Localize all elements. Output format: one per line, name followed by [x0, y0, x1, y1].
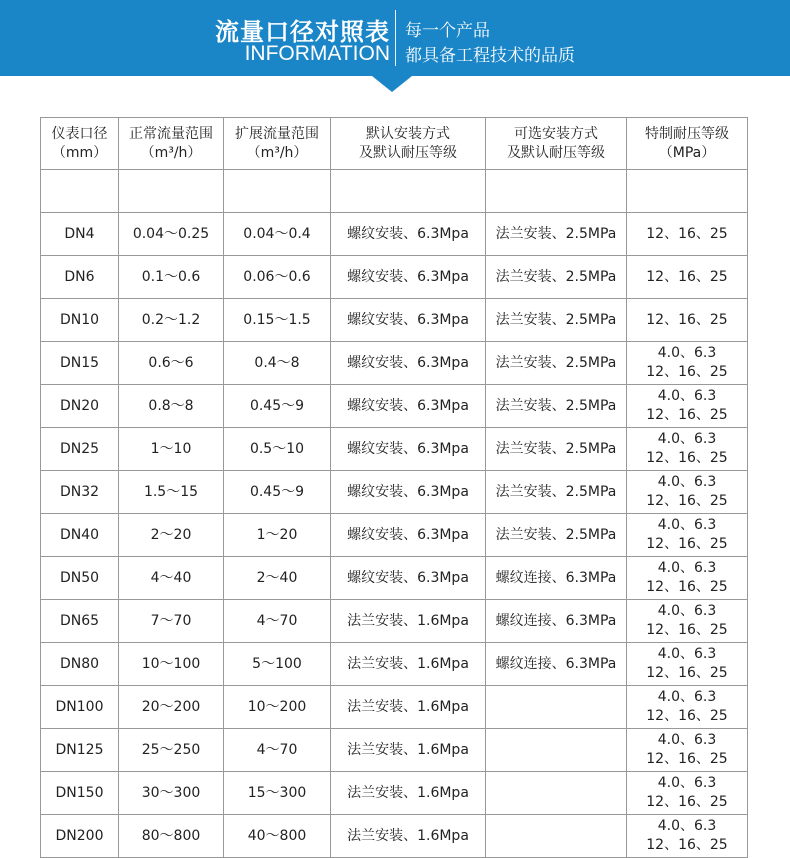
- cell-default-install: 螺纹安装、6.3Mpa: [331, 514, 486, 557]
- cell-optional-install: 法兰安装、2.5MPa: [486, 385, 627, 428]
- cell-optional-install: 法兰安装、2.5MPa: [486, 256, 627, 299]
- cell-extended-flow: 0.06～0.6: [224, 256, 331, 299]
- table-row: [41, 643, 748, 686]
- cell-default-install: 螺纹安装、6.3Mpa: [331, 428, 486, 471]
- cell-caliber: DN25: [41, 428, 119, 471]
- table-spacer-row: [41, 170, 748, 213]
- pressure-line: 12、16、25: [646, 311, 728, 328]
- pressure-line: 12、16、25: [646, 493, 728, 509]
- pressure-line: 4.0、6.3: [657, 345, 717, 361]
- cell-special-pressure: [627, 299, 748, 342]
- cell-default-install: 法兰安装、1.6Mpa: [331, 815, 486, 858]
- cell-normal-flow: 25～250: [119, 729, 224, 772]
- cell-special-pressure: [627, 471, 748, 514]
- cell-caliber: DN100: [41, 686, 119, 729]
- cell-default-install: 法兰安装、1.6Mpa: [331, 772, 486, 815]
- pressure-line: 12、16、25: [646, 622, 728, 638]
- table-row: [41, 514, 748, 557]
- banner-divider: [395, 10, 396, 66]
- header-default-install: [331, 118, 486, 170]
- pressure-line: 12、16、25: [646, 794, 728, 810]
- cell-default-install: 螺纹安装、6.3Mpa: [331, 299, 486, 342]
- pressure-line: 4.0、6.3: [657, 646, 717, 662]
- table-header-row: [41, 118, 748, 170]
- cell-optional-install: 法兰安装、2.5MPa: [486, 213, 627, 256]
- pressure-line: 4.0、6.3: [657, 818, 717, 834]
- cell-default-install: 螺纹安装、6.3Mpa: [331, 213, 486, 256]
- pressure-line: 4.0、6.3: [657, 732, 717, 748]
- cell-extended-flow: 4～70: [224, 729, 331, 772]
- header-line: （m³/h）: [140, 144, 202, 161]
- pressure-line: 12、16、25: [646, 407, 728, 423]
- header-extended-flow: [224, 118, 331, 170]
- table-row: [41, 213, 748, 256]
- cell-caliber: DN10: [41, 299, 119, 342]
- table-row: [41, 815, 748, 858]
- cell-default-install: 法兰安装、1.6Mpa: [331, 686, 486, 729]
- flow-caliber-table: [40, 117, 748, 858]
- cell-caliber: DN65: [41, 600, 119, 643]
- table-row: [41, 686, 748, 729]
- cell-normal-flow: 0.1～0.6: [119, 256, 224, 299]
- cell-optional-install: [486, 815, 627, 858]
- cell-extended-flow: 0.04～0.4: [224, 213, 331, 256]
- cell-special-pressure: [627, 815, 748, 858]
- cell-extended-flow: 5～100: [224, 643, 331, 686]
- cell-normal-flow: 80～800: [119, 815, 224, 858]
- cell-normal-flow: 1～10: [119, 428, 224, 471]
- cell-normal-flow: 0.2～1.2: [119, 299, 224, 342]
- cell-normal-flow: 4～40: [119, 557, 224, 600]
- pressure-line: 4.0、6.3: [657, 474, 717, 490]
- header-line: 扩展流量范围: [235, 125, 319, 142]
- cell-optional-install: 螺纹连接、6.3MPa: [486, 643, 627, 686]
- header-line: （MPa）: [658, 144, 716, 161]
- pressure-line: 12、16、25: [646, 708, 728, 724]
- cell-extended-flow: 1～20: [224, 514, 331, 557]
- cell-extended-flow: 40～800: [224, 815, 331, 858]
- cell-extended-flow: 2～40: [224, 557, 331, 600]
- cell-optional-install: 法兰安装、2.5MPa: [486, 342, 627, 385]
- header-line: 及默认耐压等级: [507, 144, 605, 161]
- cell-normal-flow: 1.5～15: [119, 471, 224, 514]
- cell-extended-flow: 4～70: [224, 600, 331, 643]
- cell-caliber: DN6: [41, 256, 119, 299]
- cell-caliber: DN125: [41, 729, 119, 772]
- banner-slogan-line1: 每一个产品: [405, 21, 490, 41]
- table-row: [41, 557, 748, 600]
- table-header: [41, 118, 748, 170]
- cell-normal-flow: 0.8～8: [119, 385, 224, 428]
- cell-special-pressure: [627, 772, 748, 815]
- cell-normal-flow: 0.6～6: [119, 342, 224, 385]
- cell-extended-flow: 0.45～9: [224, 385, 331, 428]
- pressure-line: 12、16、25: [646, 536, 728, 552]
- cell-optional-install: 螺纹连接、6.3MPa: [486, 600, 627, 643]
- cell-caliber: DN20: [41, 385, 119, 428]
- cell-caliber: DN80: [41, 643, 119, 686]
- cell-caliber: DN50: [41, 557, 119, 600]
- cell-special-pressure: [627, 686, 748, 729]
- table-row: [41, 729, 748, 772]
- cell-optional-install: [486, 729, 627, 772]
- pressure-line: 12、16、25: [646, 225, 728, 242]
- cell-normal-flow: 7～70: [119, 600, 224, 643]
- header-line: 仪表口径: [51, 125, 108, 142]
- cell-caliber: DN4: [41, 213, 119, 256]
- pressure-line: 4.0、6.3: [657, 517, 717, 533]
- cell-extended-flow: 0.5～10: [224, 428, 331, 471]
- cell-special-pressure: [627, 342, 748, 385]
- cell-extended-flow: 10～200: [224, 686, 331, 729]
- cell-caliber: DN32: [41, 471, 119, 514]
- header-line: （m³/h）: [246, 144, 308, 161]
- cell-special-pressure: [627, 213, 748, 256]
- header-line: 正常流量范围: [129, 125, 213, 142]
- cell-optional-install: 螺纹连接、6.3MPa: [486, 557, 627, 600]
- cell-special-pressure: [627, 514, 748, 557]
- cell-special-pressure: [627, 729, 748, 772]
- header-line: 及默认耐压等级: [359, 144, 457, 161]
- cell-extended-flow: 0.45～9: [224, 471, 331, 514]
- pressure-line: 4.0、6.3: [657, 560, 717, 576]
- pressure-line: 12、16、25: [646, 364, 728, 380]
- header-banner: [0, 0, 790, 76]
- cell-normal-flow: 0.04～0.25: [119, 213, 224, 256]
- banner-pointer: [372, 76, 412, 92]
- cell-default-install: 法兰安装、1.6Mpa: [331, 600, 486, 643]
- banner-slogan-line2: 都具备工程技术的品质: [405, 46, 575, 66]
- table-row: [41, 428, 748, 471]
- pressure-line: 12、16、25: [646, 579, 728, 595]
- table-row: [41, 256, 748, 299]
- pressure-line: 4.0、6.3: [657, 603, 717, 619]
- cell-normal-flow: 20～200: [119, 686, 224, 729]
- cell-default-install: 法兰安装、1.6Mpa: [331, 729, 486, 772]
- cell-default-install: 法兰安装、1.6Mpa: [331, 643, 486, 686]
- table-row: [41, 385, 748, 428]
- cell-optional-install: 法兰安装、2.5MPa: [486, 514, 627, 557]
- header-special-pressure: [627, 118, 748, 170]
- cell-normal-flow: 2～20: [119, 514, 224, 557]
- table-row: [41, 299, 748, 342]
- cell-caliber: DN150: [41, 772, 119, 815]
- pressure-line: 4.0、6.3: [657, 431, 717, 447]
- cell-optional-install: 法兰安装、2.5MPa: [486, 299, 627, 342]
- table-row: [41, 600, 748, 643]
- cell-extended-flow: 0.15～1.5: [224, 299, 331, 342]
- cell-caliber: DN200: [41, 815, 119, 858]
- cell-special-pressure: [627, 256, 748, 299]
- cell-caliber: DN40: [41, 514, 119, 557]
- cell-extended-flow: 0.4～8: [224, 342, 331, 385]
- header-optional-install: [486, 118, 627, 170]
- table-row: [41, 471, 748, 514]
- cell-caliber: DN15: [41, 342, 119, 385]
- cell-optional-install: 法兰安装、2.5MPa: [486, 471, 627, 514]
- header-line: 特制耐压等级: [645, 125, 729, 142]
- table-row: [41, 772, 748, 815]
- table-body: [41, 170, 748, 858]
- banner-title: 流量口径对照表: [215, 18, 390, 46]
- cell-default-install: 螺纹安装、6.3Mpa: [331, 471, 486, 514]
- header-line: 可选安装方式: [514, 125, 598, 142]
- cell-special-pressure: [627, 385, 748, 428]
- cell-normal-flow: 30～300: [119, 772, 224, 815]
- header-line: （mm）: [51, 144, 108, 161]
- cell-optional-install: 法兰安装、2.5MPa: [486, 428, 627, 471]
- pressure-line: 12、16、25: [646, 837, 728, 853]
- cell-special-pressure: [627, 600, 748, 643]
- pressure-line: 4.0、6.3: [657, 388, 717, 404]
- cell-normal-flow: 10～100: [119, 643, 224, 686]
- cell-special-pressure: [627, 428, 748, 471]
- header-normal-flow: [119, 118, 224, 170]
- pressure-line: 12、16、25: [646, 450, 728, 466]
- cell-optional-install: [486, 772, 627, 815]
- cell-default-install: 螺纹安装、6.3Mpa: [331, 557, 486, 600]
- cell-optional-install: [486, 686, 627, 729]
- cell-special-pressure: [627, 643, 748, 686]
- cell-default-install: 螺纹安装、6.3Mpa: [331, 342, 486, 385]
- banner-subtitle: INFORMATION: [244, 42, 390, 65]
- pressure-line: 4.0、6.3: [657, 689, 717, 705]
- pressure-line: 4.0、6.3: [657, 775, 717, 791]
- header-caliber: [41, 118, 119, 170]
- cell-default-install: 螺纹安装、6.3Mpa: [331, 385, 486, 428]
- cell-extended-flow: 15～300: [224, 772, 331, 815]
- cell-default-install: 螺纹安装、6.3Mpa: [331, 256, 486, 299]
- pressure-line: 12、16、25: [646, 751, 728, 767]
- header-line: 默认安装方式: [366, 125, 450, 142]
- cell-special-pressure: [627, 557, 748, 600]
- pressure-line: 12、16、25: [646, 665, 728, 681]
- pressure-line: 12、16、25: [646, 268, 728, 285]
- table-row: [41, 342, 748, 385]
